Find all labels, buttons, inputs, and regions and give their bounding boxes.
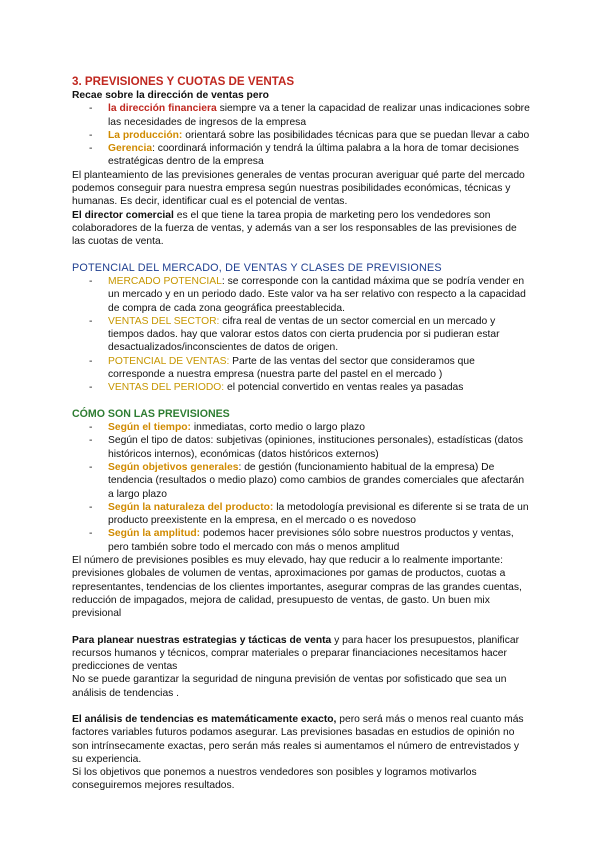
paragraph-bold: Para planear nuestras estrategias y tácticas de venta [72, 634, 332, 646]
item-text: siempre va a tener la capacidad de realizar unas indicaciones sobre las necesidades de ingresos de la empresa [108, 103, 530, 128]
section-3-subtitle: Recae sobre la dirección de ventas pero [72, 90, 269, 101]
item-label: La producción: [108, 129, 183, 141]
list-item [72, 102, 532, 129]
paragraph-bold: El director comercial [72, 209, 174, 221]
paragraph [72, 713, 532, 766]
item-text: podemos hacer previsiones sólo sobre nuestros productos y ventas, pero también sobre todo el mercado con más o menos amplitud [108, 528, 514, 553]
list-item [72, 315, 532, 355]
item-text: orientará sobre las posibilidades técnicas para que se puedan llevar a cabo [182, 129, 530, 141]
item-label: POTENCIAL DE VENTAS: [108, 355, 230, 367]
item-label: la dirección financiera [108, 103, 217, 115]
paragraph-bold: El análisis de tendencias es matemáticamente exacto, [72, 713, 337, 725]
list-item [72, 129, 532, 142]
paragraph: Si los objetivos que ponemos a nuestros vendedores son posibles y logramos motivarlos conseguiremos mejores resultados. [72, 767, 477, 792]
item-text: : de gestión (funcionamiento habitual de la empresa) De tendencia (resultados o medio plazo) como cambios de grandes comerciales que afectarán a largo plazo [108, 461, 525, 500]
item-label: Según la naturaleza del producto: [108, 501, 274, 513]
paragraph: El número de previsiones posibles es muy elevado, hay que reducir a lo realmente importante: previsiones globales de volumen de ventas, aproximaciones por gamas de productos, cuotas a representantes, tendencias de los clientes importantes, asegurar compras de las grandes cuentas, reducción de impagados, mejora de calidad, presupuesto de ventas, de gasto. Un buen mix previsional [72, 555, 522, 620]
item-text: Parte de las ventas del sector que consideramos que corresponde a nuestra empresa (nuestra parte del pastel en el mercado ) [108, 355, 475, 381]
responsibilities-list [72, 102, 532, 168]
item-label: Según el tiempo: [108, 422, 191, 434]
list-item [72, 501, 532, 528]
paragraph-text: es el que tiene la tarea propia de marketing pero los vendedores son colaboradores de la fuerza de ventas, y además van a ser los responsables de las previsiones de las cuotas de venta. [72, 209, 517, 248]
item-text: el potencial convertido en ventas reales ya pasadas [224, 382, 464, 394]
item-label: Gerencia [108, 143, 153, 155]
item-label: MERCADO POTENCIAL [108, 275, 222, 287]
list-item [72, 142, 532, 169]
item-label: VENTAS DEL PERIODO: [108, 382, 225, 394]
section-3-title: 3. PREVISIONES Y CUOTAS DE VENTAS [72, 75, 295, 88]
list-item [72, 461, 532, 501]
item-label: Según objetivos generales [108, 461, 239, 473]
paragraph-text: y para hacer los presupuestos, planificar recursos humanos y técnicos, comprar materiales o preparar financiaciones necesitamos hacer predicciones de ventas [72, 634, 520, 673]
item-text: : se corresponde con la cantidad máxima que se podría vender en un mercado y en un periodo dado. Este valor va ha ser relativo con respecto a la capacidad de compra de cada zona geográfica preestablecida. [108, 275, 526, 314]
item-text: Según el tipo de datos: subjetivas (opiniones, instituciones personales), estadísticas (datos históricos internos), económicas (datos históricos externos) [108, 435, 523, 460]
item-text: la metodología previsional es diferente si se trata de un producto preexistente en la empresa, en el mercado o es novedoso [108, 501, 529, 527]
item-text: : coordinará información y tendrá la última palabra a la hora de tomar decisiones estratégicas dentro de la empresa [108, 143, 519, 168]
paragraph [72, 634, 532, 674]
potencial-title: POTENCIAL DEL MERCADO, DE VENTAS Y CLASES DE PREVISIONES [72, 261, 442, 274]
item-label: VENTAS DEL SECTOR: [108, 315, 220, 327]
document-page [72, 75, 532, 793]
paragraph: No se puede garantizar la seguridad de ninguna previsión de ventas por sofisticado que sea un análisis de tendencias . [72, 674, 507, 699]
item-label: Según la amplitud: [108, 528, 201, 540]
como-title: CÓMO SON LAS PREVISIONES [72, 407, 230, 420]
list-item [72, 381, 532, 394]
list-item [72, 434, 532, 461]
list-item [72, 421, 532, 434]
potencial-list [72, 275, 532, 395]
item-text: cifra real de ventas de un sector comercial en un mercado y tiempos dados. hay que valorar estos datos con cierta prudencia por si pudieran estar desactualizados/inconscientes de datos de origen. [108, 315, 500, 354]
list-item [72, 527, 532, 554]
paragraph-text: pero será más o menos real cuanto más factores variables futuros podamos asegurar. Las previsiones basadas en estudios de opinión no son intrínsecamente exactas, pero serán más reales si aumentamos el número de entrevistados y su experiencia. [72, 713, 524, 765]
list-item [72, 275, 532, 315]
paragraph [72, 209, 532, 249]
como-list [72, 421, 532, 554]
paragraph: El planteamiento de las previsiones generales de ventas procuran averiguar qué parte del mercado podemos conseguir para nuestra empresa según nuestras posibilidades económicas, técnicas y humanas. Es decir, identificar cual es el potencial de ventas. [72, 169, 525, 208]
item-text: inmediatas, corto medio o largo plazo [190, 422, 365, 434]
list-item [72, 355, 532, 382]
